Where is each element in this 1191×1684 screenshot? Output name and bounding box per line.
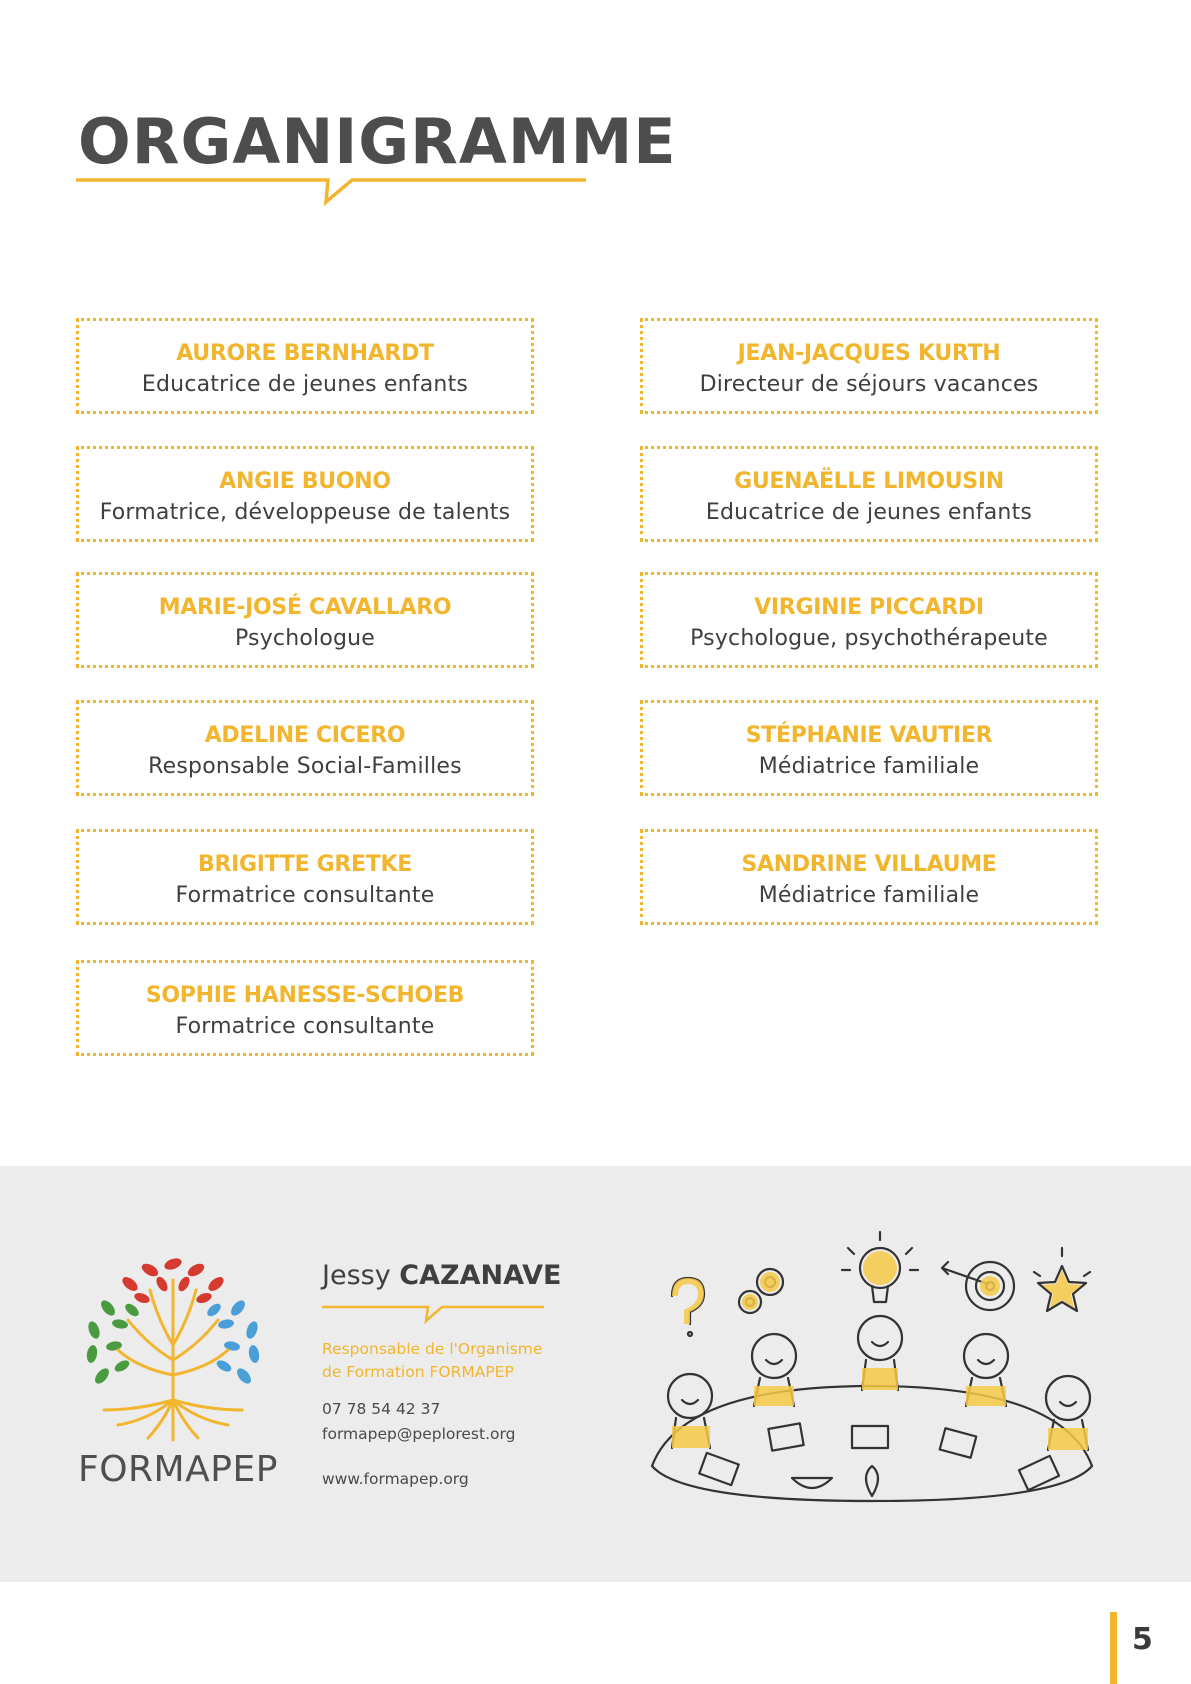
member-name: AURORE BERNHARDT bbox=[176, 341, 434, 366]
team-card bbox=[76, 700, 534, 796]
member-role: Responsable Social-Familles bbox=[148, 754, 462, 779]
member-name: JEAN-JACQUES KURTH bbox=[737, 341, 1001, 366]
contact-website[interactable]: www.formapep.org bbox=[322, 1470, 469, 1488]
contact-role-line: de Formation FORMAPEP bbox=[322, 1363, 514, 1381]
team-card bbox=[640, 318, 1098, 414]
title-block bbox=[76, 105, 677, 215]
logo-wordmark: FORMAPEP bbox=[78, 1449, 278, 1490]
speech-underline-icon bbox=[322, 1304, 544, 1328]
member-role: Médiatrice familiale bbox=[758, 754, 980, 779]
speech-underline-icon bbox=[76, 175, 586, 215]
member-role: Psychologue, psychothérapeute bbox=[690, 626, 1048, 651]
team-card bbox=[640, 446, 1098, 542]
contact-name bbox=[322, 1260, 582, 1291]
member-name: BRIGITTE GRETKE bbox=[198, 852, 412, 877]
team-card bbox=[76, 572, 534, 668]
member-name: GUENAËLLE LIMOUSIN bbox=[734, 469, 1004, 494]
member-name: MARIE-JOSÉ CAVALLARO bbox=[158, 595, 452, 620]
team-card bbox=[76, 829, 534, 925]
contact-phone: 07 78 54 42 37 bbox=[322, 1400, 441, 1418]
member-role: Educatrice de jeunes enfants bbox=[141, 372, 469, 397]
member-name: SANDRINE VILLAUME bbox=[741, 852, 997, 877]
team-card bbox=[640, 829, 1098, 925]
member-name: STÉPHANIE VAUTIER bbox=[745, 723, 993, 748]
member-name: ADELINE CICERO bbox=[204, 723, 406, 748]
contact-first-name: Jessy bbox=[322, 1260, 391, 1291]
contact-block bbox=[322, 1260, 582, 1291]
contact-email[interactable]: formapep@peplorest.org bbox=[322, 1425, 516, 1443]
contact-role-line: Responsable de l'Organisme bbox=[322, 1340, 543, 1358]
contact-role bbox=[322, 1338, 542, 1384]
member-role: Educatrice de jeunes enfants bbox=[705, 500, 1033, 525]
member-role: Directeur de séjours vacances bbox=[699, 372, 1039, 397]
member-name: ANGIE BUONO bbox=[219, 469, 391, 494]
contact-last-name: CAZANAVE bbox=[399, 1260, 562, 1291]
team-card bbox=[640, 572, 1098, 668]
page-number: 5 bbox=[1132, 1622, 1153, 1657]
member-role: Formatrice consultante bbox=[175, 883, 435, 908]
contact-footer bbox=[0, 1166, 1191, 1582]
page-title: ORGANIGRAMME bbox=[78, 105, 677, 178]
member-role: Formatrice, développeuse de talents bbox=[99, 500, 511, 525]
page-number-bar bbox=[1110, 1612, 1117, 1684]
team-meeting-illustration bbox=[642, 1226, 1112, 1516]
team-card bbox=[76, 318, 534, 414]
member-role: Médiatrice familiale bbox=[758, 883, 980, 908]
tree-logo-icon bbox=[78, 1250, 268, 1445]
member-role: Formatrice consultante bbox=[175, 1014, 435, 1039]
team-card bbox=[76, 446, 534, 542]
team-card bbox=[76, 960, 534, 1056]
team-card bbox=[640, 700, 1098, 796]
member-name: VIRGINIE PICCARDI bbox=[754, 595, 984, 620]
member-role: Psychologue bbox=[234, 626, 376, 651]
member-name: SOPHIE HANESSE-SCHOEB bbox=[145, 983, 465, 1008]
